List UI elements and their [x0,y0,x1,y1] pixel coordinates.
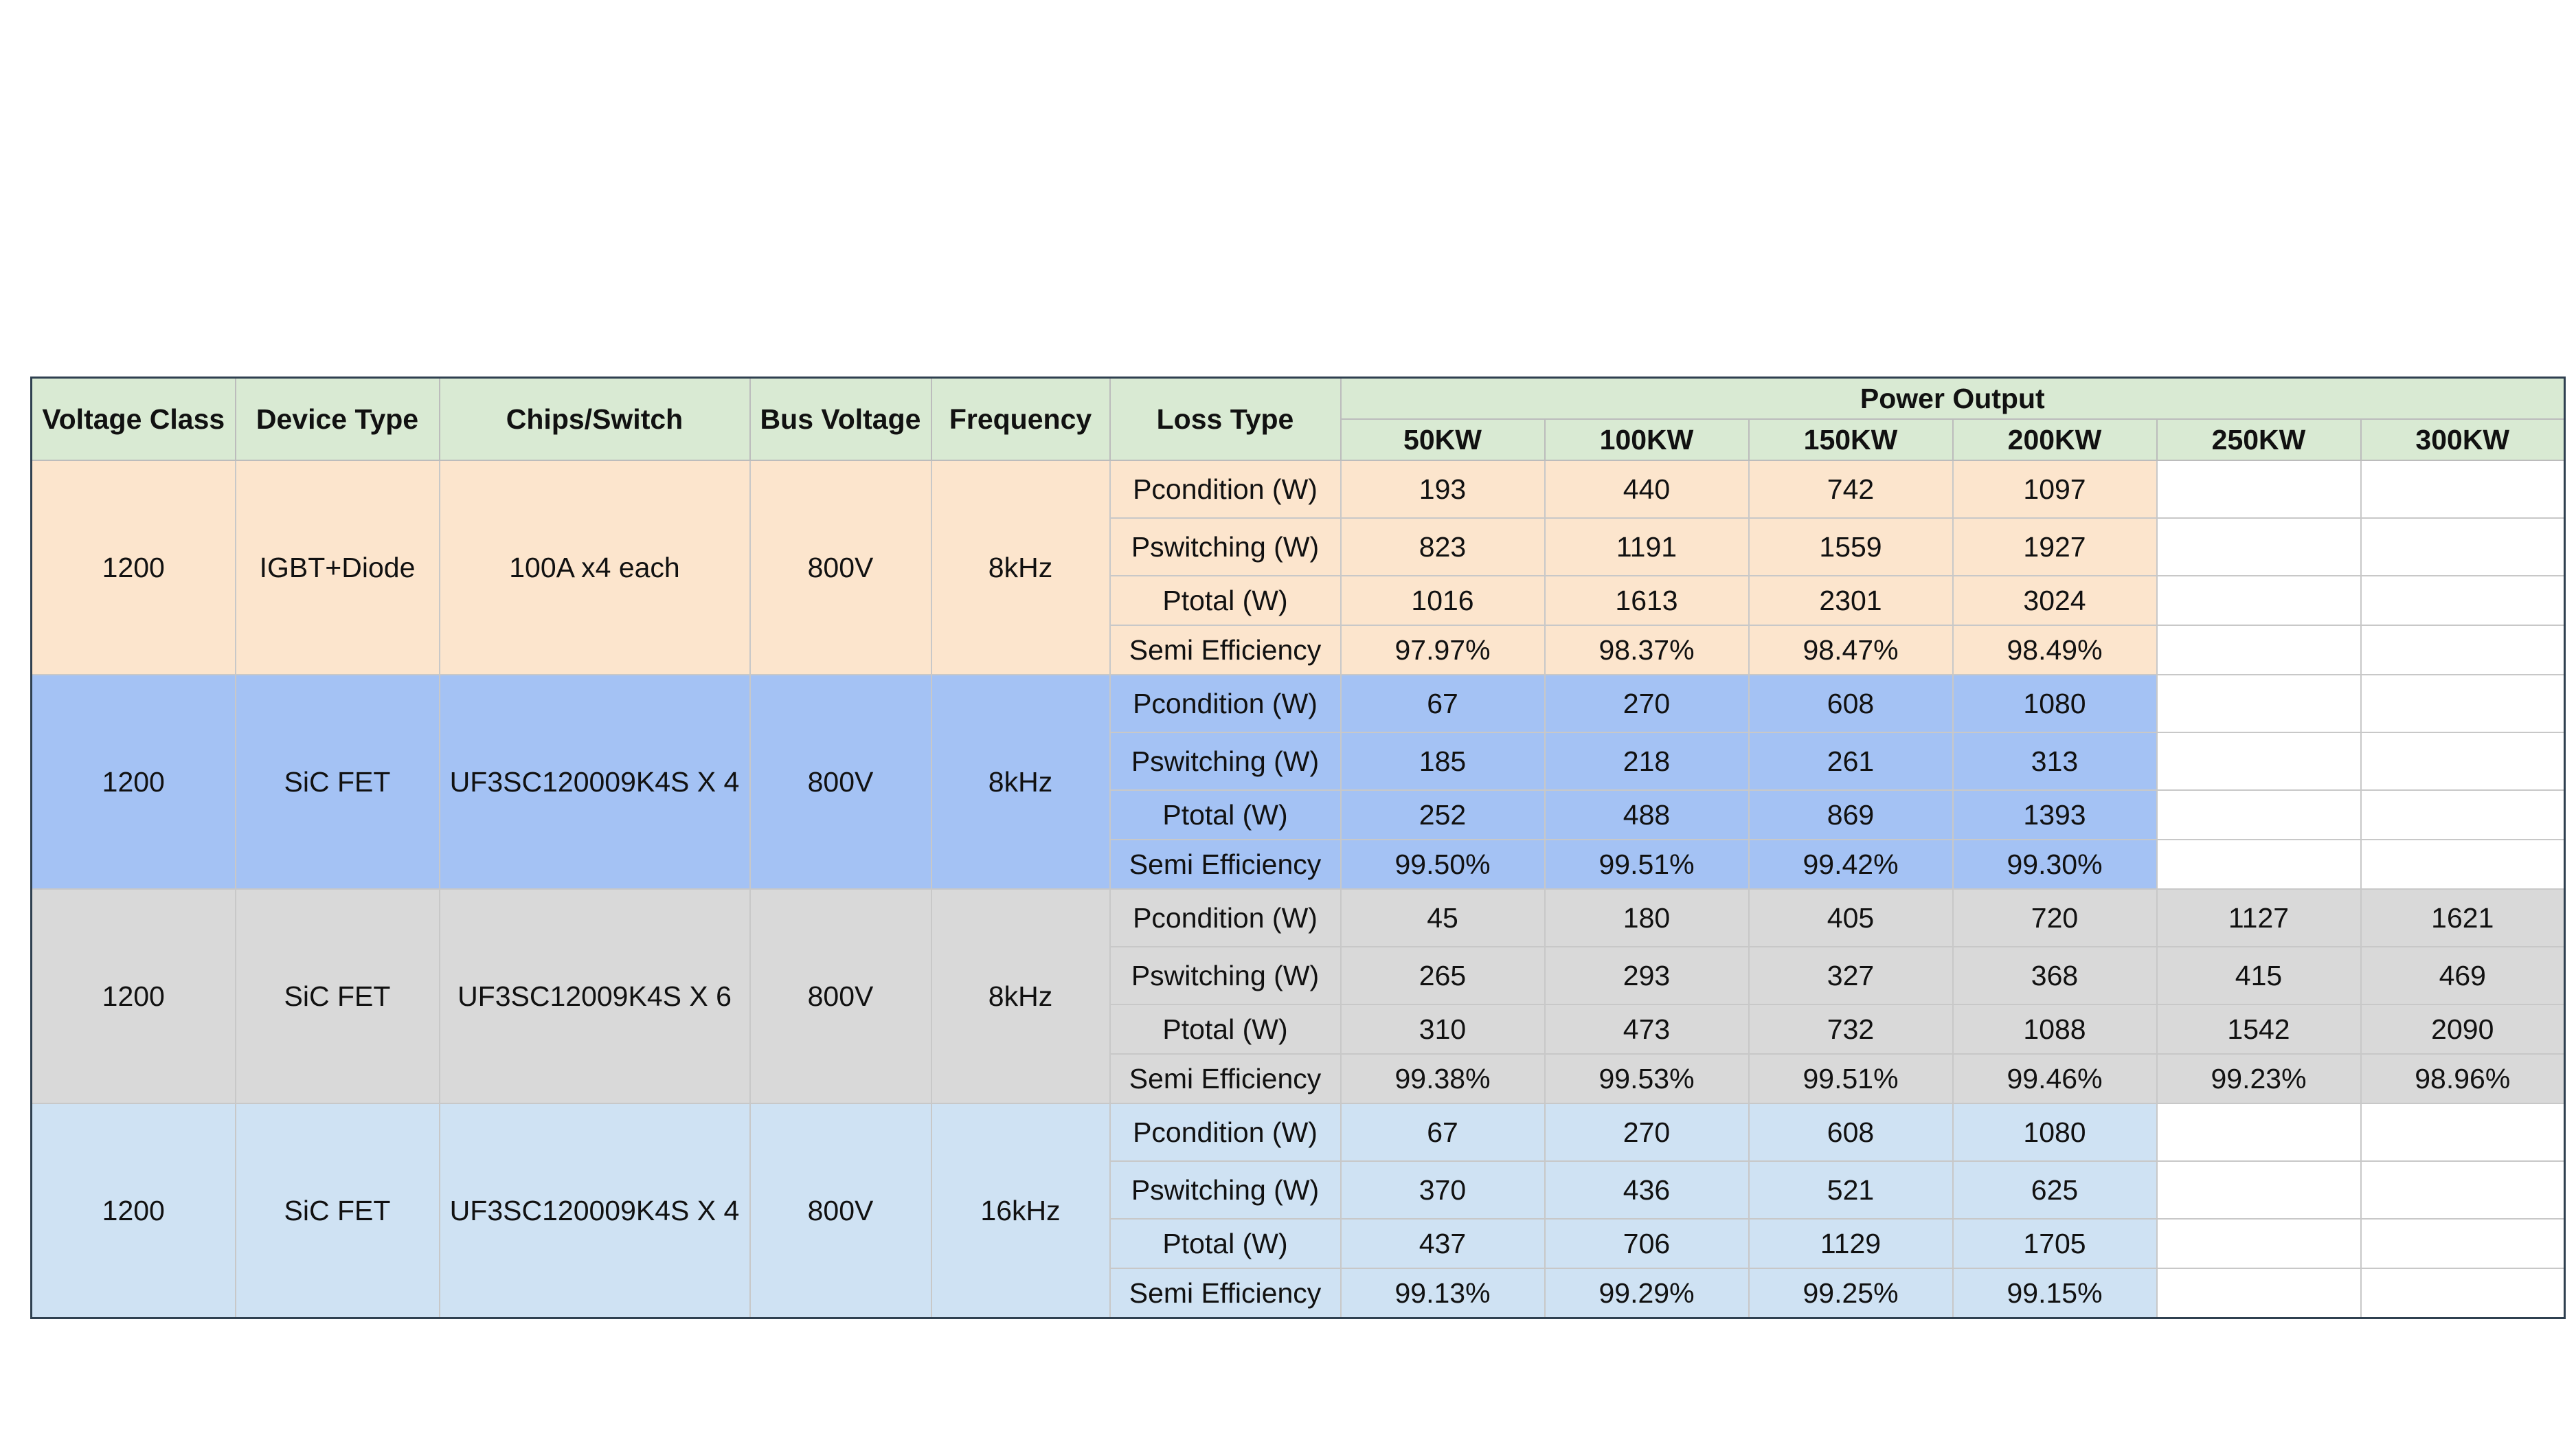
header-bus-voltage: Bus Voltage [750,378,931,461]
value-cell: 99.51% [1545,840,1749,889]
value-cell: 370 [1341,1161,1545,1219]
header-power-300kw: 300KW [2361,419,2565,460]
value-cell: 706 [1545,1219,1749,1268]
loss-type-cell: Semi Efficiency [1110,625,1341,675]
value-cell: 261 [1749,732,1953,790]
value-cell: 1559 [1749,518,1953,576]
value-cell: 823 [1341,518,1545,576]
value-cell: 99.25% [1749,1268,1953,1318]
value-cell: 415 [2157,947,2361,1004]
value-cell: 218 [1545,732,1749,790]
value-cell: 270 [1545,1103,1749,1161]
value-cell: 67 [1341,675,1545,732]
loss-type-cell: Pswitching (W) [1110,518,1341,576]
value-cell: 488 [1545,790,1749,840]
value-cell: 98.47% [1749,625,1953,675]
group-chips-switch: UF3SC120009K4S X 4 [440,675,750,889]
value-cell: 99.50% [1341,840,1545,889]
loss-type-cell: Ptotal (W) [1110,1004,1341,1054]
header-power-50kw: 50KW [1341,419,1545,460]
value-cell: 265 [1341,947,1545,1004]
value-cell: 1927 [1953,518,2157,576]
loss-type-cell: Ptotal (W) [1110,576,1341,625]
value-cell: 99.23% [2157,1054,2361,1103]
value-cell: 1621 [2361,889,2565,947]
value-cell: 98.49% [1953,625,2157,675]
value-cell: 1705 [1953,1219,2157,1268]
header-power-100kw: 100KW [1545,419,1749,460]
empty-value-cell [2361,1103,2565,1161]
value-cell: 99.51% [1749,1054,1953,1103]
value-cell: 720 [1953,889,2157,947]
empty-value-cell [2361,1219,2565,1268]
value-cell: 869 [1749,790,1953,840]
group-frequency: 8kHz [931,675,1110,889]
group-voltage-class: 1200 [32,460,236,675]
empty-value-cell [2361,625,2565,675]
empty-value-cell [2157,1268,2361,1318]
value-cell: 732 [1749,1004,1953,1054]
group-bus-voltage: 800V [750,675,931,889]
value-cell: 625 [1953,1161,2157,1219]
value-cell: 45 [1341,889,1545,947]
value-cell: 436 [1545,1161,1749,1219]
group-chips-switch: UF3SC12009K4S X 6 [440,889,750,1103]
group-voltage-class: 1200 [32,675,236,889]
value-cell: 1191 [1545,518,1749,576]
value-cell: 437 [1341,1219,1545,1268]
header-chips-switch: Chips/Switch [440,378,750,461]
header-frequency: Frequency [931,378,1110,461]
empty-value-cell [2157,732,2361,790]
table-row [32,889,2565,947]
group-frequency: 16kHz [931,1103,1110,1318]
value-cell: 2301 [1749,576,1953,625]
empty-value-cell [2157,840,2361,889]
empty-value-cell [2157,1103,2361,1161]
group-device-type: IGBT+Diode [236,460,440,675]
header-voltage-class: Voltage Class [32,378,236,461]
table-body [32,460,2565,1318]
value-cell: 99.13% [1341,1268,1545,1318]
empty-value-cell [2157,576,2361,625]
value-cell: 1129 [1749,1219,1953,1268]
header-power-200kw: 200KW [1953,419,2157,460]
value-cell: 99.46% [1953,1054,2157,1103]
empty-value-cell [2157,1219,2361,1268]
value-cell: 97.97% [1341,625,1545,675]
value-cell: 1088 [1953,1004,2157,1054]
header-row-top [32,378,2565,420]
value-cell: 1542 [2157,1004,2361,1054]
loss-type-cell: Pswitching (W) [1110,732,1341,790]
empty-value-cell [2361,518,2565,576]
value-cell: 1016 [1341,576,1545,625]
value-cell: 99.29% [1545,1268,1749,1318]
group-device-type: SiC FET [236,889,440,1103]
table-row [32,1103,2565,1161]
value-cell: 99.42% [1749,840,1953,889]
loss-type-cell: Semi Efficiency [1110,840,1341,889]
header-loss-type: Loss Type [1110,378,1341,461]
header-power-150kw: 150KW [1749,419,1953,460]
group-voltage-class: 1200 [32,889,236,1103]
value-cell: 193 [1341,460,1545,518]
empty-value-cell [2157,790,2361,840]
group-voltage-class: 1200 [32,1103,236,1318]
value-cell: 1080 [1953,1103,2157,1161]
value-cell: 180 [1545,889,1749,947]
value-cell: 1097 [1953,460,2157,518]
loss-type-cell: Pcondition (W) [1110,1103,1341,1161]
empty-value-cell [2361,840,2565,889]
value-cell: 1127 [2157,889,2361,947]
empty-value-cell [2361,576,2565,625]
value-cell: 313 [1953,732,2157,790]
value-cell: 742 [1749,460,1953,518]
group-chips-switch: 100A x4 each [440,460,750,675]
value-cell: 368 [1953,947,2157,1004]
header-power-output: Power Output [1341,378,2565,420]
value-cell: 473 [1545,1004,1749,1054]
loss-type-cell: Pcondition (W) [1110,889,1341,947]
empty-value-cell [2361,790,2565,840]
empty-value-cell [2361,460,2565,518]
value-cell: 1613 [1545,576,1749,625]
group-bus-voltage: 800V [750,1103,931,1318]
empty-value-cell [2157,460,2361,518]
value-cell: 327 [1749,947,1953,1004]
empty-value-cell [2361,675,2565,732]
value-cell: 252 [1341,790,1545,840]
table-row [32,460,2565,518]
empty-value-cell [2361,732,2565,790]
loss-comparison-table [30,377,2566,1319]
value-cell: 3024 [1953,576,2157,625]
group-frequency: 8kHz [931,460,1110,675]
value-cell: 98.37% [1545,625,1749,675]
empty-value-cell [2157,1161,2361,1219]
loss-type-cell: Pcondition (W) [1110,460,1341,518]
value-cell: 270 [1545,675,1749,732]
loss-type-cell: Pcondition (W) [1110,675,1341,732]
group-bus-voltage: 800V [750,460,931,675]
empty-value-cell [2157,518,2361,576]
value-cell: 440 [1545,460,1749,518]
group-bus-voltage: 800V [750,889,931,1103]
value-cell: 310 [1341,1004,1545,1054]
loss-type-cell: Semi Efficiency [1110,1054,1341,1103]
loss-type-cell: Pswitching (W) [1110,1161,1341,1219]
loss-type-cell: Pswitching (W) [1110,947,1341,1004]
header-power-250kw: 250KW [2157,419,2361,460]
group-chips-switch: UF3SC120009K4S X 4 [440,1103,750,1318]
empty-value-cell [2361,1161,2565,1219]
header-device-type: Device Type [236,378,440,461]
loss-type-cell: Semi Efficiency [1110,1268,1341,1318]
value-cell: 469 [2361,947,2565,1004]
value-cell: 521 [1749,1161,1953,1219]
value-cell: 2090 [2361,1004,2565,1054]
group-device-type: SiC FET [236,675,440,889]
value-cell: 608 [1749,675,1953,732]
loss-type-cell: Ptotal (W) [1110,790,1341,840]
value-cell: 99.38% [1341,1054,1545,1103]
group-frequency: 8kHz [931,889,1110,1103]
value-cell: 99.15% [1953,1268,2157,1318]
group-device-type: SiC FET [236,1103,440,1318]
value-cell: 1080 [1953,675,2157,732]
value-cell: 293 [1545,947,1749,1004]
value-cell: 67 [1341,1103,1545,1161]
empty-value-cell [2361,1268,2565,1318]
value-cell: 608 [1749,1103,1953,1161]
value-cell: 185 [1341,732,1545,790]
value-cell: 99.30% [1953,840,2157,889]
value-cell: 98.96% [2361,1054,2565,1103]
table-row [32,675,2565,732]
empty-value-cell [2157,675,2361,732]
empty-value-cell [2157,625,2361,675]
value-cell: 1393 [1953,790,2157,840]
loss-type-cell: Ptotal (W) [1110,1219,1341,1268]
value-cell: 99.53% [1545,1054,1749,1103]
value-cell: 405 [1749,889,1953,947]
